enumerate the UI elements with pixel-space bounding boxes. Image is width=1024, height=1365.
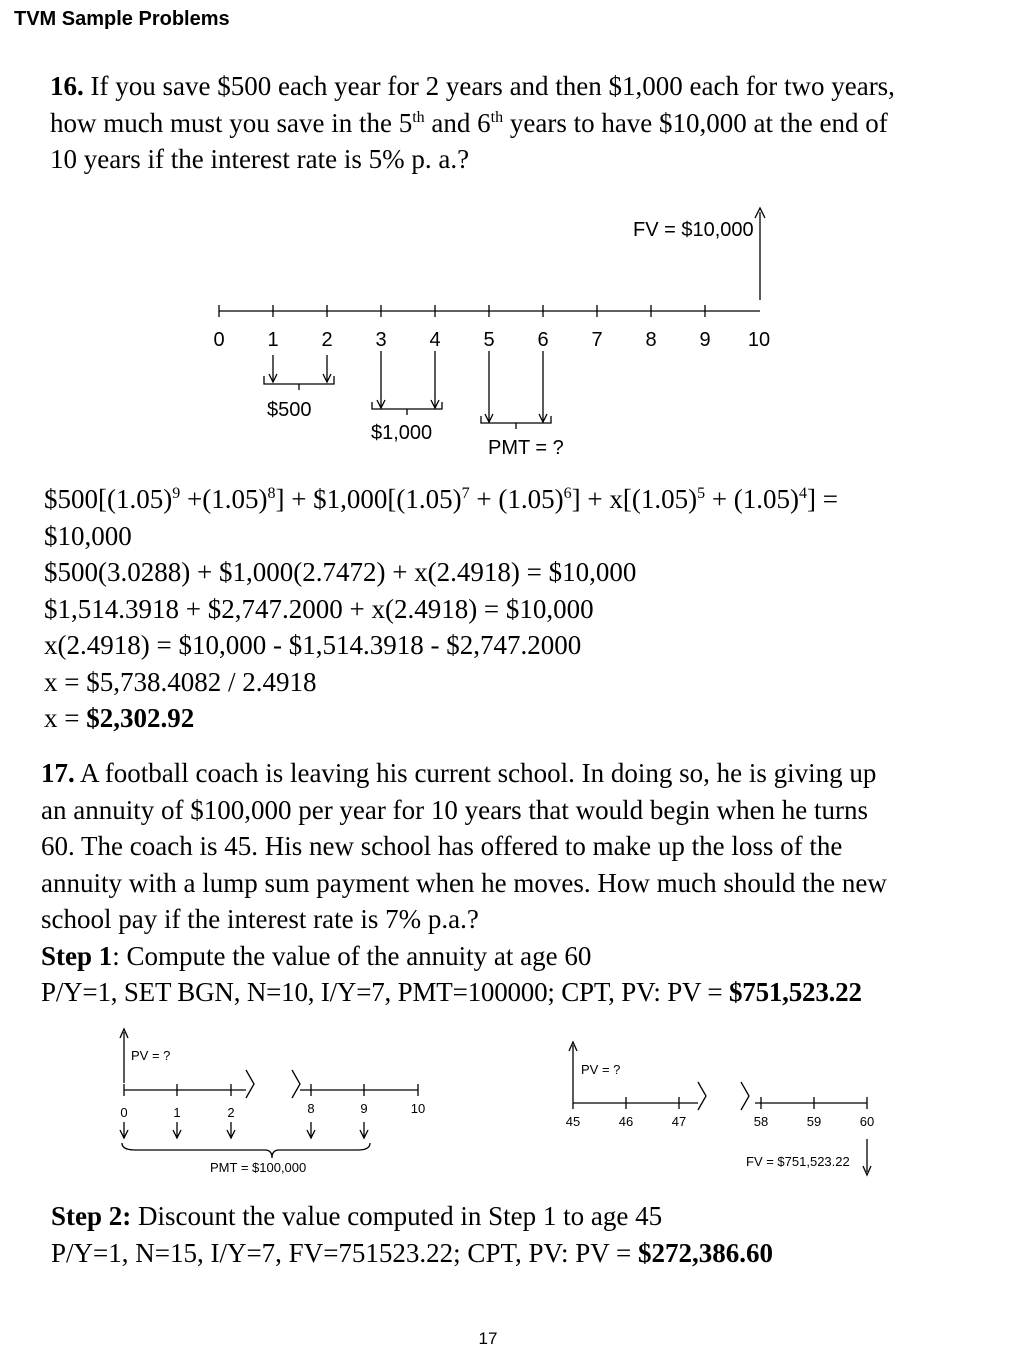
tick-label: 5 [483,329,495,351]
step2-text: Discount the value computed in Step 1 to age 45 [131,1201,663,1231]
tick-label: 10 [410,1101,426,1116]
group-500-label: $500 [267,399,312,421]
eq5: x = $5,738.4082 / 2.4918 [44,666,317,697]
tick-label: 45 [565,1114,581,1129]
eq1-part: + (1.05) [705,484,800,514]
tick-label: 46 [618,1114,634,1129]
tick-label: 4 [429,329,441,351]
problem-17-line3: 60. The coach is 45. His new school has offered to make up the loss of the [41,831,843,861]
tick-label: 0 [213,329,225,351]
eq1-exp: 7 [461,485,470,502]
pv-label: PV = ? [581,1062,621,1077]
problem-17-line1: A football coach is leaving his current school. In doing so, he is giving up [80,758,877,788]
tick-label: 0 [120,1105,128,1120]
step2-label: Step 2: [51,1201,132,1231]
step1-label: Step 1 [41,940,113,971]
problem-17-number: 17. [41,758,75,788]
group-pmt-label: PMT = ? [488,437,564,459]
eq1-exp: 5 [697,485,706,502]
eq1-part: ] = [807,484,839,514]
pmt-label: PMT = $100,000 [210,1160,307,1175]
tick-label: 2 [321,329,333,351]
problem-16-statement [50,68,895,178]
tick-label: 8 [307,1101,315,1116]
eq1-exp: 6 [563,485,572,502]
problem-17-line4: annuity with a lump sum payment when he moves. How much should the new [41,867,887,898]
step1-text: : Compute the value of the annuity at age 60 [112,940,592,971]
problem-16-line3: 10 years if the interest rate is 5% p. a.? [50,144,470,174]
page-number: 17 [478,1329,498,1348]
problem-16-solution [44,481,838,737]
eq1-part: ] + x[(1.05) [571,484,698,514]
step2-calc: P/Y=1, N=15, I/Y=7, FV=751523.22; CPT, PV: PV = [51,1237,638,1268]
break-mark [698,1082,706,1110]
eq6-prefix: x = [44,703,87,733]
problem-16-line2b: and 6 [424,107,491,138]
eq4: x(2.4918) = $10,000 - $1,514.3918 - $2,747.2000 [44,630,582,660]
eq1-continuation: $10,000 [44,520,132,551]
eq1-part: ] + $1,000[(1.05) [275,484,462,514]
fv-label: FV = $751,523.22 [746,1154,850,1169]
superscript-th: th [490,108,504,126]
tick-label: 60 [859,1114,875,1129]
tick-label: 58 [753,1114,769,1129]
eq1-exp: 4 [799,485,808,502]
eq3: $1,514.3918 + $2,747.2000 + x(2.4918) = $10,000 [44,593,594,624]
tick-label: 1 [173,1105,181,1120]
tick-label: 47 [671,1114,687,1129]
tick-label: 10 [747,329,771,351]
tick-label: 59 [806,1114,822,1129]
eq2: $500(3.0288) + $1,000(2.7472) + x(2.4918) = $10,000 [44,557,637,587]
problem-17-timeline-right [550,1030,890,1180]
problem-16-line2c: years to have $10,000 at the end of [503,107,888,138]
problem-16-number: 16. [50,71,84,101]
break-mark [292,1070,300,1098]
step1-calc: P/Y=1, SET BGN, N=10, I/Y=7, PMT=100000; CPT, PV: PV = [41,977,729,1007]
superscript-th: th [412,108,425,126]
tick-label: 9 [360,1101,368,1116]
tick-label: 1 [267,329,279,351]
timeline-ticks [566,1097,874,1129]
tick-label: 3 [375,329,387,351]
problem-16-line1: If you save $500 each year for 2 years and then $1,000 each for two years, [90,71,895,101]
timeline-ticks [120,1084,425,1138]
pmt-brace [122,1143,370,1158]
pv-label: PV = ? [131,1048,171,1063]
problem-16-timeline [0,190,1024,470]
break-mark [741,1082,749,1110]
eq1-part: + (1.05) [469,484,564,514]
fv-label: FV = $10,000 [633,219,754,241]
eq1-part: $500[(1.05) [44,484,173,514]
tick-label: 9 [699,329,711,351]
tick-label: 8 [645,329,657,351]
group-1000-label: $1,000 [371,422,433,444]
tick-label: 2 [227,1105,235,1120]
step2-answer: $272,386.60 [637,1237,773,1268]
eq1-exp: 8 [267,485,276,502]
problem-17-line2: an annuity of $100,000 per year for 10 years that would begin when he turns [41,794,869,825]
break-mark [246,1070,254,1098]
problem-17-line5: school pay if the interest rate is 7% p.a.? [41,904,479,934]
problem-17-statement [41,755,887,1011]
tick-label: 6 [537,329,549,351]
step1-answer: $751,523.22 [728,977,862,1007]
page-header: TVM Sample Problems [14,8,230,30]
eq1-part: +(1.05) [180,484,268,514]
answer-16: $2,302.92 [86,703,195,733]
problem-16-line2a: how much must you save in the 5 [50,107,413,138]
problem-17-timeline-left [100,1020,440,1180]
timeline-ticks [213,305,770,351]
step2-block [51,1198,773,1271]
tick-label: 7 [591,329,603,351]
eq1-exp: 9 [172,485,181,502]
